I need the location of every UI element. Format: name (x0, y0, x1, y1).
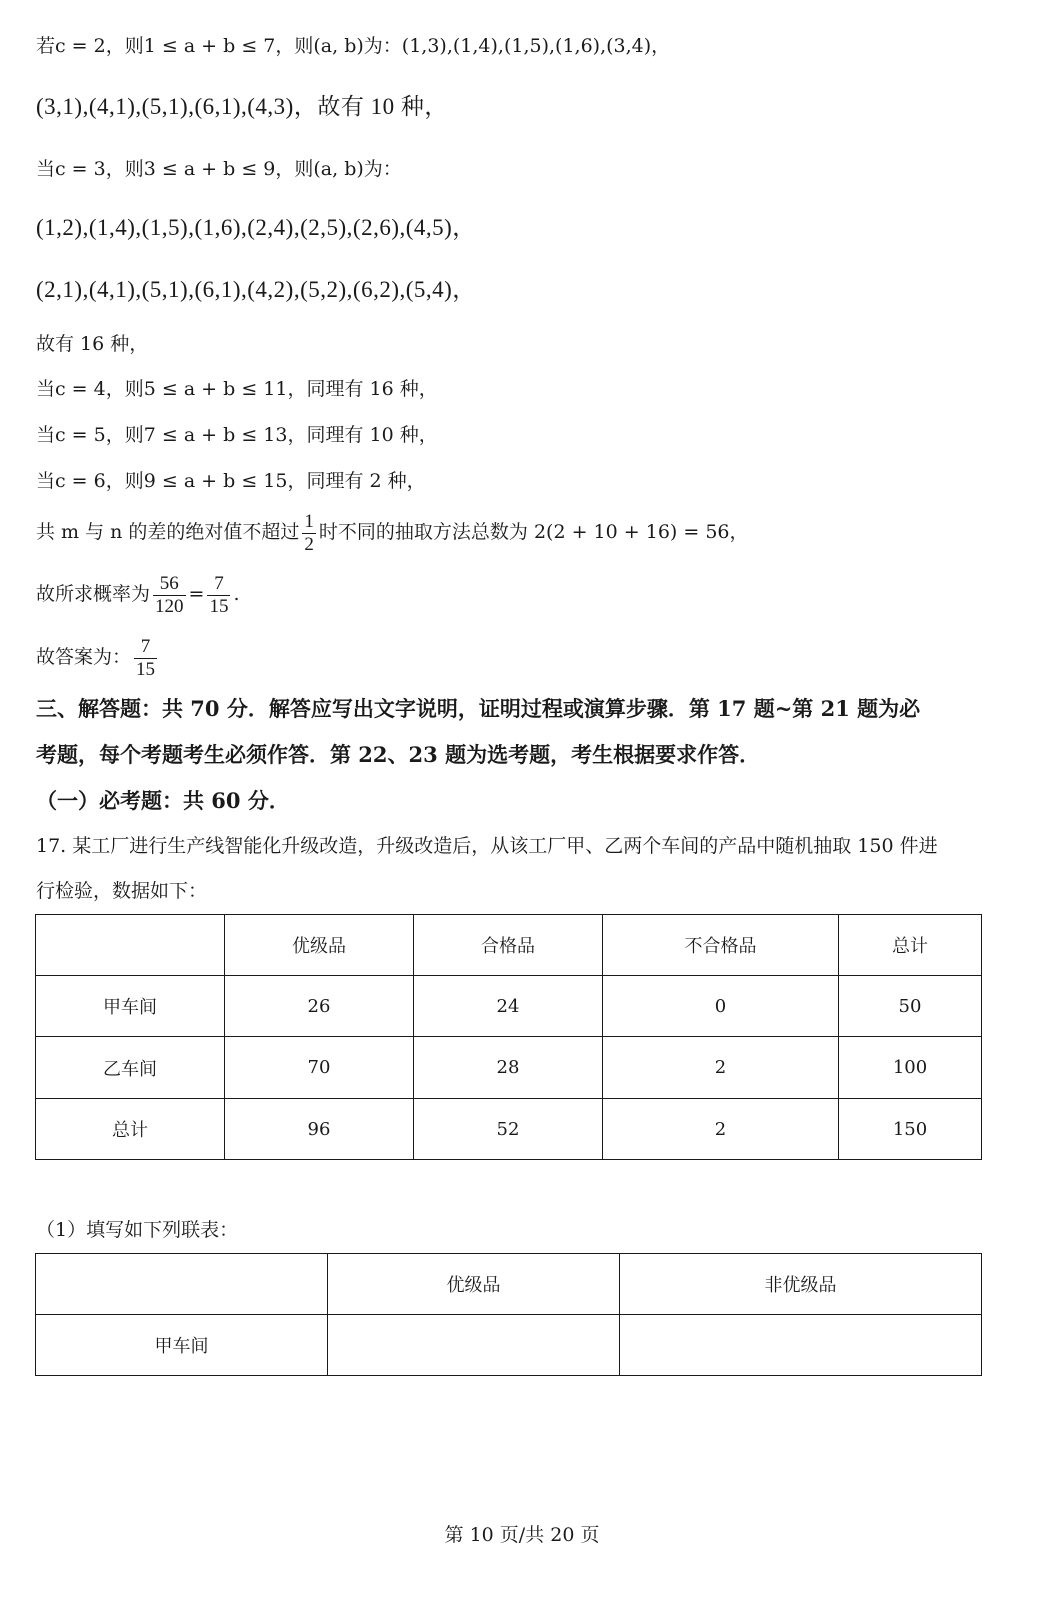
table-row (36, 1099, 982, 1160)
problem-17-line-2: 行检验，数据如下： (36, 880, 208, 902)
table-header-row (36, 915, 982, 976)
fraction-one-half: $\frac{1}{2}$ (304, 510, 314, 555)
solution-line-c6: 当c = 6，则9 ≤ a + b ≤ 15，同理有 2 种， (36, 470, 426, 492)
equals-sign: = (188, 583, 205, 605)
data-table (35, 914, 982, 1160)
table-header-cell: 优级品 (328, 1254, 620, 1315)
solution-line-c2: 若c = 2，则1 ≤ a + b ≤ 7，则(a, b)为：(1,3),(1,4),(1,5),(1,6),(3,4)， (36, 35, 671, 57)
table-cell: 96 (225, 1099, 414, 1160)
table-cell: 甲车间 (36, 1315, 328, 1376)
table-cell: 甲车间 (36, 976, 225, 1037)
table-header-row (36, 1254, 982, 1315)
total-text-pre: 共 m 与 n 的差的绝对值不超过 (36, 521, 300, 543)
contingency-table (35, 1253, 982, 1376)
table-cell: 总计 (36, 1099, 225, 1160)
solution-line-c3-pairs-2: (2,1),(4,1),(5,1),(6,1),(4,2),(5,2),(6,2),(5,4)， (36, 277, 476, 302)
table-cell: 52 (414, 1099, 603, 1160)
solution-line-c3: 当c = 3，则3 ≤ a + b ≤ 9，则(a, b)为： (36, 158, 402, 180)
part-1-instruction: （1）填写如下列联表： (36, 1219, 239, 1241)
table-row (36, 1315, 982, 1376)
table-cell: 50 (839, 976, 982, 1037)
solution-line-probability (36, 568, 239, 620)
page-number: 第 10 页/共 20 页 (444, 1524, 600, 1546)
answer-text-pre: 故答案为： (36, 646, 132, 668)
table-cell: 2 (603, 1037, 839, 1099)
solution-line-total (36, 506, 749, 558)
table-row (36, 1037, 982, 1099)
period: . (233, 583, 240, 605)
total-text-post: 时不同的抽取方法总数为 2(2 + 10 + 16) = 56， (318, 521, 749, 543)
fraction-56-120: $\frac{56}{120}$ (155, 572, 184, 617)
solution-line-c5: 当c = 5，则7 ≤ a + b ≤ 13，同理有 10 种， (36, 424, 438, 446)
table-cell: 150 (839, 1099, 982, 1160)
table-header-cell (36, 915, 225, 976)
problem-17-line-1: 17. 某工厂进行生产线智能化升级改造，升级改造后，从该工厂甲、乙两个车间的产品中随机抽取 150 件进 (36, 835, 938, 857)
solution-line-answer (36, 630, 160, 684)
table-header-cell: 总计 (839, 915, 982, 976)
table-cell: 2 (603, 1099, 839, 1160)
section-heading-line-2: 考题，每个考题考生必须作答．第 22、23 题为选考题，考生根据要求作答． (36, 742, 761, 767)
fraction-7-15: $\frac{7}{15}$ (209, 572, 229, 617)
table-cell: 70 (225, 1037, 414, 1099)
table-cell: 0 (603, 976, 839, 1037)
fraction-answer: $\frac{7}{15}$ (136, 635, 156, 680)
solution-line-c3-count: 故有 16 种， (36, 333, 149, 355)
table-header-cell: 合格品 (414, 915, 603, 976)
table-header-cell: 优级品 (225, 915, 414, 976)
solution-line-c4: 当c = 4，则5 ≤ a + b ≤ 11，同理有 16 种， (36, 378, 438, 400)
section-heading-line-1: 三、解答题：共 70 分．解答应写出文字说明，证明过程或演算步骤．第 17 题~第 21 题为必 (36, 696, 921, 721)
table-cell: 24 (414, 976, 603, 1037)
probability-text-pre: 故所求概率为 (36, 583, 151, 605)
table-cell: 100 (839, 1037, 982, 1099)
table-header-cell: 不合格品 (603, 915, 839, 976)
table-cell: 26 (225, 976, 414, 1037)
table-header-cell: 非优级品 (620, 1254, 982, 1315)
solution-line-c2-pairs: (3,1),(4,1),(5,1),(6,1),(4,3)，故有 10 种， (36, 94, 448, 119)
table-cell: 乙车间 (36, 1037, 225, 1099)
subsection-heading: （一）必考题：共 60 分． (36, 788, 290, 813)
table-cell-empty (620, 1315, 982, 1376)
table-row (36, 976, 982, 1037)
table-header-cell (36, 1254, 328, 1315)
table-cell: 28 (414, 1037, 603, 1099)
solution-line-c3-pairs-1: (1,2),(1,4),(1,5),(1,6),(2,4),(2,5),(2,6),(4,5)， (36, 215, 476, 240)
table-cell-empty (328, 1315, 620, 1376)
